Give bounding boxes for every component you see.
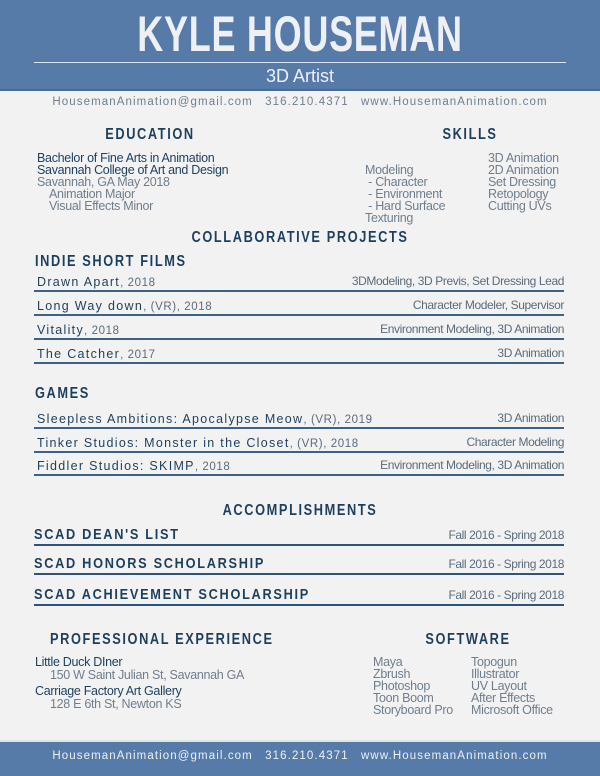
projects-heading: COLLABORATIVE PROJECTS: [191, 229, 409, 246]
skills-col1: [365, 152, 445, 236]
accomplishment-title: SCAD HONORS SCHOLARSHIP: [34, 555, 266, 572]
film-row: [34, 340, 564, 364]
game-role: Environment Modeling, 3D Animation: [380, 458, 564, 472]
software-item: After Effects: [471, 691, 535, 705]
email[interactable]: HousemanAnimation@gmail.com: [52, 96, 253, 108]
film-title: Drawn Apart: [37, 275, 121, 289]
software-item: Photoshop: [373, 679, 431, 693]
school: Savannah College of Art and Design: [37, 163, 229, 177]
accomplishment-row: [34, 578, 564, 606]
film-row: [34, 292, 564, 316]
skill: Set Dressing: [488, 175, 556, 189]
film-role: 3DModeling, 3D Previs, Set Dressing Lead: [351, 274, 564, 288]
major: Animation Major: [49, 187, 135, 201]
game-title: Sleepless Ambitions: Apocalypse Meow: [37, 412, 304, 426]
software-item: Microsoft Office: [471, 703, 553, 717]
films-heading: INDIE SHORT FILMS: [35, 253, 187, 270]
software-heading: SOFTWARE: [425, 631, 511, 648]
film-role: Character Modeler, Supervisor: [412, 298, 564, 312]
skill: - Character: [365, 175, 428, 189]
skills-heading: SKILLS: [442, 126, 498, 143]
software-item: Zbrush: [373, 667, 411, 681]
accomplishment-title: SCAD ACHIEVEMENT SCHOLARSHIP: [34, 586, 310, 603]
education-heading: EDUCATION: [105, 126, 195, 143]
accomplishment-dates: Fall 2016 - Spring 2018: [448, 557, 564, 571]
film-title: Long Way down: [37, 299, 144, 313]
skills-col2: [488, 152, 559, 212]
skill: Cutting UVs: [488, 199, 552, 213]
game-meta: , (VR), 2018: [289, 438, 359, 450]
game-role: Character Modeling: [466, 435, 564, 449]
skill: 2D Animation: [488, 163, 559, 177]
skill: 3D Animation: [488, 151, 559, 165]
game-title: Fiddler Studios: SKIMP: [37, 459, 195, 473]
film-title: The Catcher: [37, 347, 121, 361]
education-block: [37, 152, 228, 212]
film-row: [34, 268, 564, 292]
job-name: Little Duck DIner: [35, 655, 123, 669]
phone: 316.210.4371: [265, 96, 349, 108]
experience-block: [35, 656, 244, 711]
game-title: Tinker Studios: Monster in the Closet: [37, 436, 290, 450]
website[interactable]: www.HousemanAnimation.com: [361, 750, 548, 762]
film-role: 3D Animation: [497, 346, 564, 360]
game-row: [34, 405, 564, 429]
accomplishment-dates: Fall 2016 - Spring 2018: [448, 588, 564, 602]
minor: Visual Effects Minor: [49, 199, 154, 213]
accomplishment-row: [34, 518, 564, 546]
software-item: UV Layout: [471, 679, 527, 693]
skill: - Hard Surface: [365, 199, 446, 213]
game-meta: , (VR), 2019: [303, 414, 373, 426]
film-title: Vitality: [37, 323, 84, 337]
film-row: [34, 316, 564, 340]
experience-heading: PROFESSIONAL EXPERIENCE: [50, 631, 274, 648]
film-meta: , 2018: [120, 277, 156, 289]
job-name: Carriage Factory Art Gallery: [35, 684, 182, 698]
game-row: [34, 429, 564, 453]
job-address: 128 E 6th St, Newton KS: [50, 697, 182, 711]
film-role: Environment Modeling, 3D Animation: [380, 322, 564, 336]
film-meta: , 2018: [84, 325, 120, 337]
software-item: Storyboard Pro: [373, 703, 453, 717]
degree: Bachelor of Fine Arts in Animation: [37, 151, 215, 165]
software-item: Toon Boom: [373, 691, 434, 705]
software-item: Topogun: [471, 655, 517, 669]
accomplishment-dates: Fall 2016 - Spring 2018: [448, 528, 564, 542]
header-divider: [34, 62, 566, 63]
phone: 316.210.4371: [265, 750, 349, 762]
skill: Texturing: [365, 211, 414, 225]
film-meta: , 2017: [120, 349, 156, 361]
skill: - Environment: [365, 187, 443, 201]
name-title: KYLE HOUSEMAN: [137, 6, 463, 62]
game-meta: , 2018: [194, 461, 231, 473]
role-subtitle: 3D Artist: [265, 66, 335, 86]
email[interactable]: HousemanAnimation@gmail.com: [52, 750, 253, 762]
accomplishment-title: SCAD DEAN'S LIST: [34, 526, 180, 543]
edu-location: Savannah, GA May 2018: [37, 175, 170, 189]
games-heading: GAMES: [35, 385, 90, 402]
accomplishments-heading: ACCOMPLISHMENTS: [222, 502, 378, 519]
website[interactable]: www.HousemanAnimation.com: [361, 96, 548, 108]
contact-line-top: [0, 96, 600, 108]
contact-line-footer: [0, 750, 600, 762]
film-meta: , (VR), 2018: [143, 301, 213, 313]
skill: Modeling: [365, 163, 414, 177]
skill: Retopology: [488, 187, 549, 201]
software-col2: [471, 656, 553, 716]
game-row: [34, 452, 564, 476]
software-col1: [373, 656, 453, 716]
game-role: 3D Animation: [497, 411, 564, 425]
software-item: Maya: [373, 655, 403, 669]
software-item: Illustrator: [471, 667, 520, 681]
job-address: 150 W Saint Julian St, Savannah GA: [50, 668, 245, 682]
accomplishment-row: [34, 547, 564, 575]
